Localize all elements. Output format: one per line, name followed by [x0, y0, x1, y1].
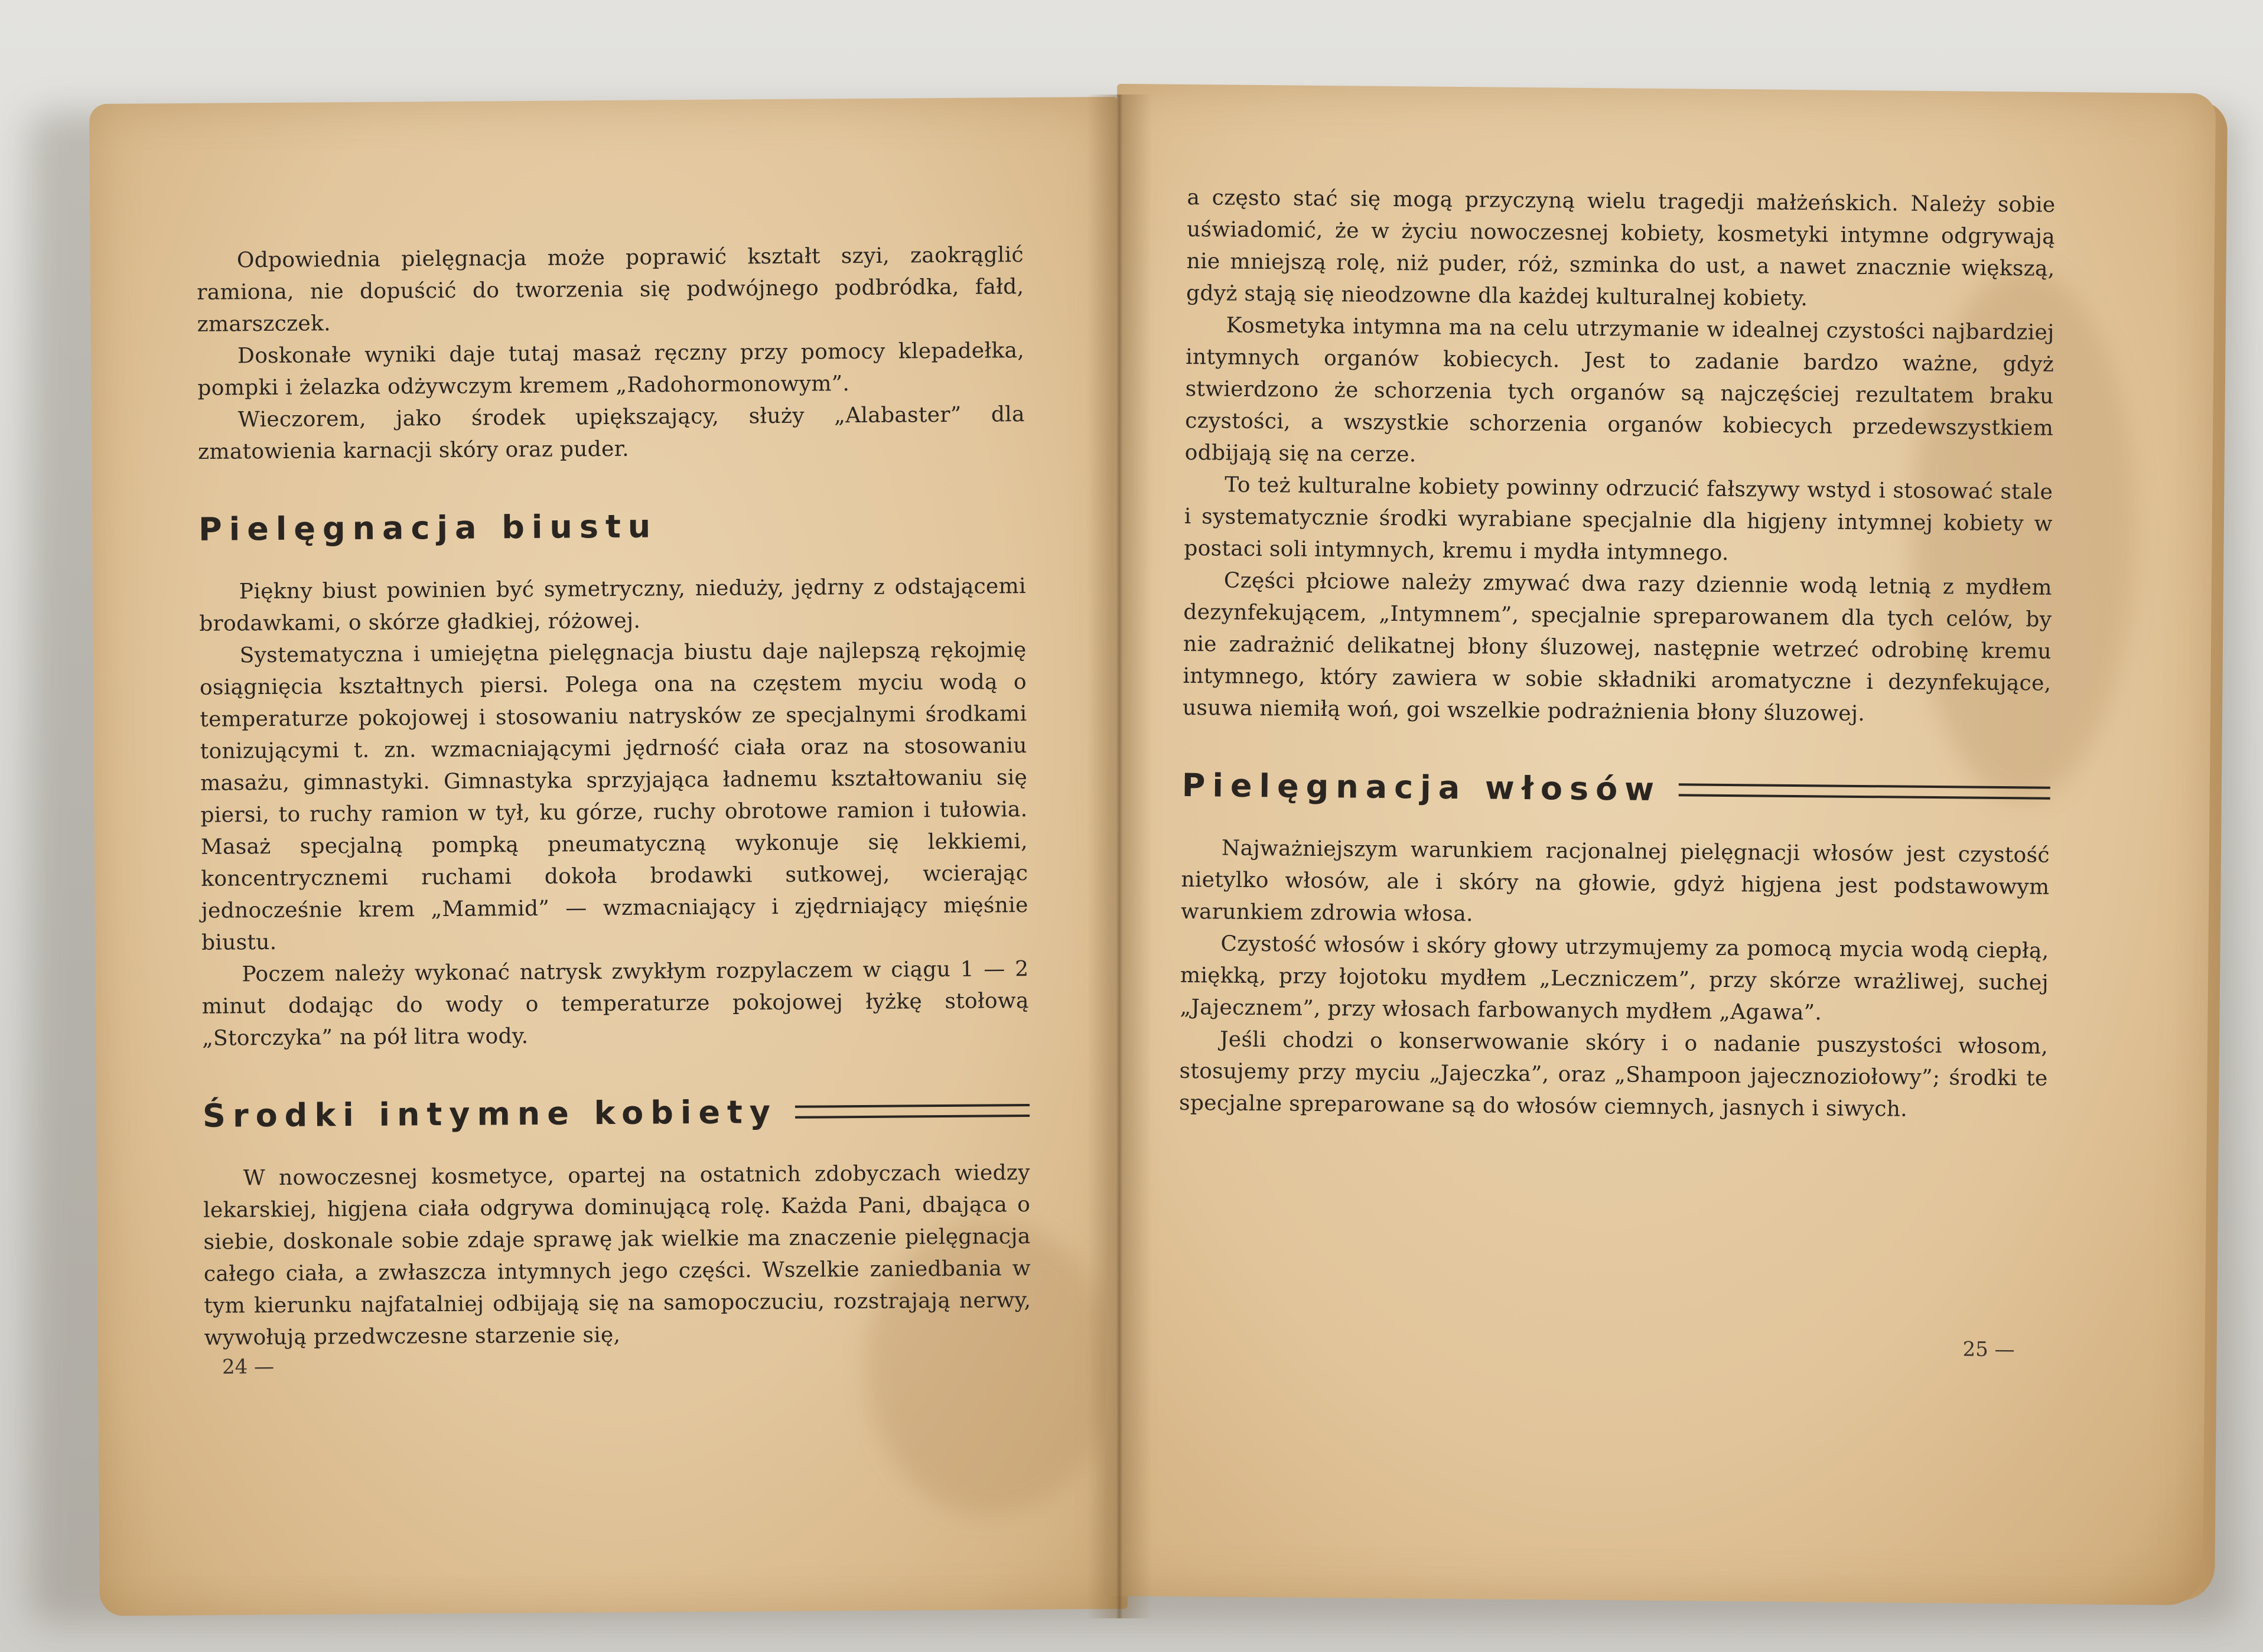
paragraph: Systematyczna i umiejętna pielęgnacja biustu daje najlepszą rękojmię osiągnięcia kształtnych piersi. Polega ona na częstem myciu wodą o temperaturze pokojowej i stosowaniu natrysków ze specjalnymi środkami tonizującymi t. zn. wzmacniającymi jędrność ciała oraz na stosowaniu masażu, gimnastyki. Gimnastyka sprzyjająca ładnemu kształtowaniu się piersi, to ruchy ramion w tył, ku górze, ruchy obrotowe ramion i tułowia. Masaż specjalną pompką pneumatyczną wykonuje się lekkiemi, koncentrycznemi ruchami dokoła brodawki sutkowej, wcierając jednocześnie krem „Mammid” — wzmacniający i zjędrniający mięśnie biustu.: [199, 638, 1028, 955]
paragraph: Jeśli chodzi o konserwowanie skóry i o nadanie puszystości włosom, stosujemy przy myciu „Jajeczka”, oraz „Shampoon jajecznoziołowy”; środki te specjalne spreparowane są do włosów ciemnych, jasnych i siwych.: [1178, 1027, 2049, 1122]
section-heading-biust: [198, 505, 1025, 548]
heading-text: Środki intymne kobiety: [202, 1093, 778, 1135]
right-text-column: [1179, 182, 2056, 1127]
paragraph: Wieczorem, jako środek upiększający, służy „Alabaster” dla zmatowienia karnacji skóry oraz puder.: [198, 402, 1025, 464]
paragraph: Odpowiednia pielęgnacja może poprawić kształt szyi, zaokrąglić ramiona, nie dopuścić do tworzenia się podwójnego podbródka, fałd, zmarszczek.: [197, 243, 1024, 337]
paragraph: Części płciowe należy zmywać dwa razy dziennie wodą letnią z mydłem dezynfekującem, „Intymnem”, specjalnie spreparowanem dla tych celów, by nie zadrażnić delikatnej błony śluzowej, następnie wetrzeć odrobinę kremu intymnego, który zawiera w sobie składniki aromatyczne i dezynfekujące, usuwa niemiłą woń, goi wszelkie podrażnienia błony śluzowej.: [1182, 568, 2052, 726]
heading-text: Pielęgnacja włosów: [1181, 766, 1662, 809]
paragraph-continued: a często stać się mogą przyczyną wielu tragedji małżeńskich. Należy sobie uświadomić, że w życiu nowoczesnej kobiety, kosmetyki intymne odgrywają nie mniejszą rolę, niż puder, róż, szminka do ust, a nawet znacznie większą, gdyż stają się nieodzowne dla każdej kulturalnej kobiety.: [1186, 185, 2056, 311]
paragraph: To też kulturalne kobiety powinny odrzucić fałszywy wstyd i stosować stale i systematycznie środki wyrabiane specjalnie dla higjeny intymnej kobiety w postaci soli intymnych, kremu i mydła intymnego.: [1184, 473, 2053, 565]
paragraph: Poczem należy wykonać natrysk zwykłym rozpylaczem w ciągu 1 — 2 minut dodając do wody o temperaturze pokojowej łyżkę stołową „Storczyka” na pół litra wody.: [201, 957, 1029, 1051]
section-heading-srodki: [203, 1091, 1030, 1135]
paragraph: Kosmetyka intymna ma na celu utrzymanie w idealnej czystości najbardziej intymnych organów kobiecych. Jest to zadanie bardzo ważne, gdyż stwierdzono że schorzenia tych organów są najczęściej rezultatem braku czystości, a wszystkie schorzenia organów kobiecych przedewszystkiem odbijają się na cerze.: [1184, 313, 2054, 467]
paragraph: Najważniejszym warunkiem racjonalnej pielęgnacji włosów jest czystość nietylko włosów, ale i skóry na głowie, gdyż higjena jest podstawowym warunkiem zdrowia włosa.: [1180, 836, 2050, 927]
double-rule: [795, 1104, 1030, 1119]
double-rule: [1679, 783, 2050, 799]
page-number: 25 —: [1962, 1337, 2015, 1362]
page-number: 24 —: [222, 1354, 275, 1379]
paragraph: Doskonałe wyniki daje tutaj masaż ręczny przy pomocy klepadełka, pompki i żelazka odżywczym kremem „Radohormonowym”.: [197, 338, 1025, 400]
paragraph: Piękny biust powinien być symetryczny, nieduży, jędrny z odstającemi brodawkami, o skórze gładkiej, różowej.: [199, 574, 1026, 636]
right-page: [1104, 84, 2216, 1605]
left-text-column: [197, 239, 1031, 1354]
left-page: [89, 97, 1128, 1616]
paragraph: Czystość włosów i skóry głowy utrzymujemy za pomocą mycia wodą ciepłą, miękką, przy łojotoku mydłem „Leczniczem”, przy skórze wrażliwej, suchej „Jajecznem”, przy włosach farbowanych mydłem „Agawa”.: [1180, 931, 2049, 1025]
paragraph: W nowoczesnej kosmetyce, opartej na ostatnich zdobyczach wiedzy lekarskiej, higjena ciała odgrywa dominującą rolę. Każda Pani, dbająca o siebie, doskonale sobie zdaje sprawę jak wielkie ma znaczenie pielęgnacja całego ciała, a zwłaszcza intymnych jego części. Wszelkie zaniedbania w tym kierunku najfatalniej odbijają się na samopoczuciu, rozstrajają nerwy, wywołują przedwczesne starzenie się,: [203, 1161, 1031, 1350]
section-heading-wlosy: [1182, 767, 2050, 812]
heading-text: Pielęgnacja biustu: [198, 507, 658, 548]
